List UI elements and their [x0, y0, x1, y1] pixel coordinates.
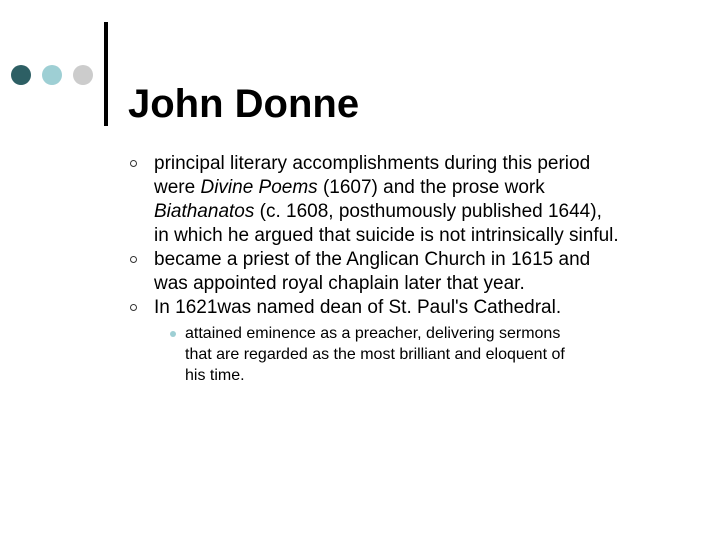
bullet-line: [154, 176, 690, 200]
bullet-line: [185, 365, 690, 386]
bullet-item: [130, 248, 690, 296]
hollow-circle-bullet-icon: [130, 304, 137, 311]
slide-title: John Donne: [128, 81, 360, 126]
light-teal-dot: [42, 65, 62, 85]
bullet-text: that are regarded as the most brilliant and eloquent of: [185, 346, 565, 363]
bullet-item: [130, 296, 690, 320]
bullet-line: [154, 296, 690, 320]
bullet-list: [130, 152, 690, 386]
bullet-text: In 1621was named dean of St. Paul's Cathedral.: [154, 297, 562, 318]
bullet-text: attained eminence as a preacher, delivering sermons: [185, 325, 561, 342]
bullet-text: became a priest of the Anglican Church in 1615 and: [154, 249, 591, 270]
hollow-circle-bullet-icon: [130, 256, 137, 263]
sub-bullet-item: [162, 323, 690, 386]
bullet-line: [185, 323, 690, 344]
bullet-line: [154, 152, 690, 176]
bullet-text: (c. 1608, posthumously published 1644),: [254, 201, 602, 222]
grey-dot: [73, 65, 93, 85]
hollow-circle-bullet-icon: [130, 160, 137, 167]
bullet-text: principal literary accomplishments during this period: [154, 153, 591, 174]
bullet-item: [130, 152, 690, 248]
bullet-line: [154, 272, 690, 296]
filled-dot-bullet-icon: [170, 331, 176, 337]
bullet-text: was appointed royal chaplain later that year.: [154, 273, 525, 294]
italic-title-text: Biathanatos: [154, 201, 255, 222]
bullet-text: in which he argued that suicide is not intrinsically sinful.: [154, 225, 619, 246]
bullet-line: [185, 344, 690, 365]
bullet-text: (1607) and the prose work: [317, 177, 545, 198]
bullet-line: [154, 224, 690, 248]
dark-teal-dot: [11, 65, 31, 85]
title-divider: [104, 22, 108, 126]
italic-title-text: Divine Poems: [200, 177, 318, 198]
bullet-line: [154, 248, 690, 272]
bullet-text: were: [154, 177, 201, 198]
bullet-text: his time.: [185, 367, 245, 384]
bullet-line: [154, 200, 690, 224]
